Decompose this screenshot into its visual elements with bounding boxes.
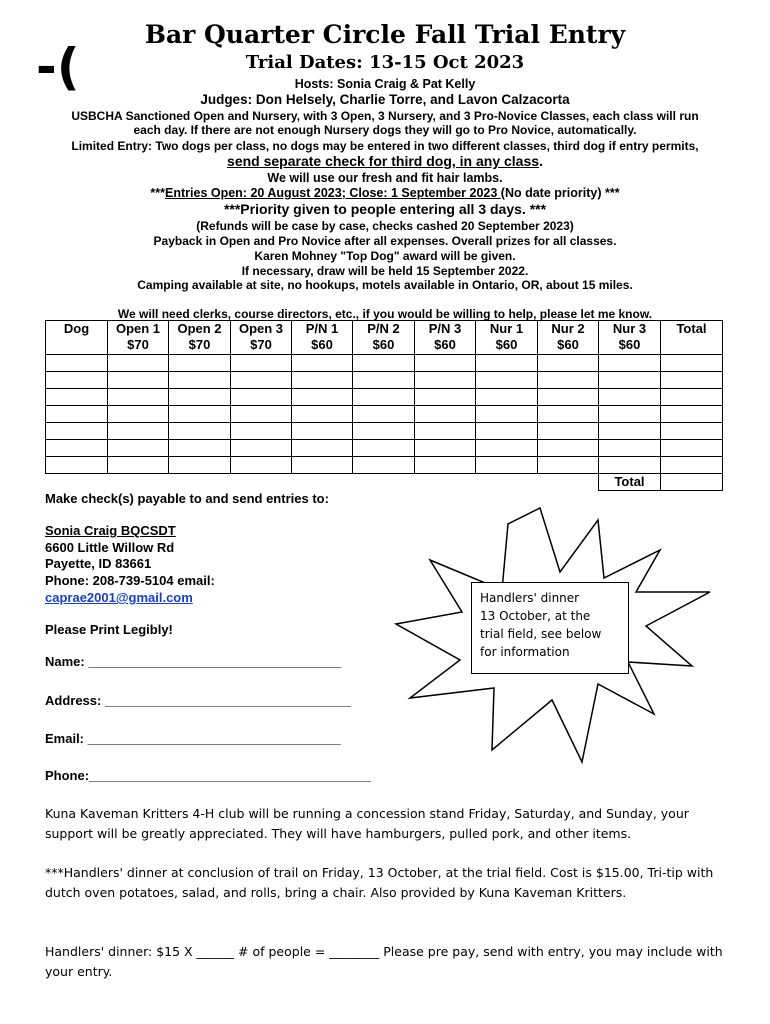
entry-cell[interactable]	[169, 423, 231, 440]
entries-line	[0, 185, 770, 201]
col-header-nur-3: Nur 3 $60	[599, 321, 661, 355]
mail-city: Payette, ID 83661	[45, 556, 152, 571]
entry-cell[interactable]	[661, 440, 723, 457]
top-dog-award: Karen Mohney "Top Dog" award will be given.	[254, 249, 516, 263]
entry-cell[interactable]	[599, 440, 661, 457]
entry-cell[interactable]	[231, 423, 292, 440]
lambs: We will use our fresh and fit hair lambs.	[267, 171, 503, 185]
judges: Judges: Don Helsely, Charlie Torre, and Lavon Calzacorta	[200, 92, 570, 107]
entry-cell[interactable]	[108, 372, 169, 389]
entry-cell[interactable]	[169, 355, 231, 372]
separate-check: send separate check for third dog, in any class	[227, 153, 540, 169]
col-header-pn-3: P/N 3 $60	[415, 321, 476, 355]
col-header-pn-1: P/N 1 $60	[292, 321, 353, 355]
payable-instructions: Make check(s) payable to and send entries to:	[45, 491, 329, 506]
entry-cell[interactable]	[415, 406, 476, 423]
table-row	[46, 355, 723, 372]
entry-cell[interactable]	[476, 355, 538, 372]
col-header-open-3: Open 3 $70	[231, 321, 292, 355]
limited-entry: Limited Entry: Two dogs per class, no dogs may be entered in two different classes, third dog if entry permits,	[71, 139, 699, 153]
phone-field[interactable]: Phone:_______________________________________	[45, 768, 372, 783]
entry-cell[interactable]	[661, 372, 723, 389]
callout-line-3: trial field, see below	[480, 627, 602, 641]
entry-cell[interactable]	[292, 440, 353, 457]
entry-cell[interactable]	[599, 355, 661, 372]
entry-cell[interactable]	[599, 423, 661, 440]
entry-cell[interactable]	[46, 406, 108, 423]
grand-total-label: Total	[599, 474, 661, 491]
col-header-dog: Dog	[46, 321, 108, 355]
entry-cell[interactable]	[292, 423, 353, 440]
entry-cell[interactable]	[476, 372, 538, 389]
entry-cell[interactable]	[46, 372, 108, 389]
table-row	[46, 406, 723, 423]
entry-cell[interactable]	[353, 372, 415, 389]
print-legibly: Please Print Legibly!	[45, 622, 173, 637]
entry-cell[interactable]	[476, 389, 538, 406]
entry-cell[interactable]	[169, 406, 231, 423]
entries-suffix: (No date priority) ***	[500, 186, 620, 200]
grand-total-row	[46, 474, 723, 491]
table-row	[46, 372, 723, 389]
entry-cell[interactable]	[169, 372, 231, 389]
entry-cell[interactable]	[169, 440, 231, 457]
entry-cell[interactable]	[108, 406, 169, 423]
email-field[interactable]: Email: ___________________________________	[45, 731, 341, 746]
entry-cell[interactable]	[108, 440, 169, 457]
entry-cell[interactable]	[599, 389, 661, 406]
name-field[interactable]: Name: ___________________________________	[45, 654, 342, 669]
volunteers: We will need clerks, course directors, etc., if you would be willing to help, please let me know.	[117, 307, 653, 321]
page-title: Bar Quarter Circle Fall Trial Entry	[144, 20, 626, 49]
sanction-line-1: USBCHA Sanctioned Open and Nursery, with 3 Open, 3 Nursery, and 3 Pro-Novice Classes, each class will run	[71, 109, 699, 123]
grand-total-cell[interactable]	[661, 474, 723, 491]
entry-cell[interactable]	[538, 389, 599, 406]
entry-cell[interactable]	[538, 440, 599, 457]
entry-cell[interactable]	[415, 440, 476, 457]
entry-cell[interactable]	[599, 372, 661, 389]
entry-cell[interactable]	[661, 389, 723, 406]
entry-table	[45, 320, 723, 491]
col-header-total: Total	[661, 321, 723, 355]
entries-open: Entries Open: 20 August 2023; Close: 1 September 2023	[165, 186, 501, 200]
entry-cell[interactable]	[661, 423, 723, 440]
table-row	[46, 440, 723, 457]
col-header-open-1: Open 1 $70	[108, 321, 169, 355]
entry-cell[interactable]	[231, 389, 292, 406]
entry-cell[interactable]	[169, 457, 231, 474]
entry-cell[interactable]	[538, 423, 599, 440]
entry-cell[interactable]	[476, 457, 538, 474]
address-field[interactable]: Address: __________________________________	[45, 693, 351, 708]
entry-cell[interactable]	[231, 355, 292, 372]
table-row	[46, 423, 723, 440]
entry-cell[interactable]	[108, 457, 169, 474]
draw: If necessary, draw will be held 15 September 2022.	[241, 264, 529, 278]
entry-cell[interactable]	[661, 406, 723, 423]
handlers-dinner-callout	[471, 582, 629, 674]
callout-line-2: 13 October, at the	[480, 609, 591, 623]
entry-cell[interactable]	[353, 406, 415, 423]
mail-street: 6600 Little Willow Rd	[45, 540, 175, 555]
entry-cell[interactable]	[292, 457, 353, 474]
entry-cell[interactable]	[46, 389, 108, 406]
entry-cell[interactable]	[538, 355, 599, 372]
priority: ***Priority given to people entering all 3 days. ***	[223, 201, 547, 217]
camping: Camping available at site, no hookups, motels available in Ontario, OR, about 15 miles.	[137, 278, 633, 292]
entries-prefix: ***	[150, 186, 166, 200]
entry-cell[interactable]	[415, 372, 476, 389]
entry-cell[interactable]	[538, 372, 599, 389]
table-row	[46, 389, 723, 406]
entry-cell[interactable]	[231, 440, 292, 457]
entry-cell[interactable]	[538, 457, 599, 474]
entry-cell[interactable]	[108, 423, 169, 440]
entry-cell[interactable]	[353, 423, 415, 440]
entry-cell[interactable]	[476, 423, 538, 440]
entry-cell[interactable]	[599, 457, 661, 474]
col-header-pn-2: P/N 2 $60	[353, 321, 415, 355]
payback: Payback in Open and Pro Novice after all expenses. Overall prizes for all classes.	[153, 234, 617, 248]
entry-cell[interactable]	[353, 389, 415, 406]
col-header-nur-1: Nur 1 $60	[476, 321, 538, 355]
entry-cell[interactable]	[353, 457, 415, 474]
email-link[interactable]: caprae2001@gmail.com	[45, 590, 193, 605]
entry-cell[interactable]	[353, 440, 415, 457]
entry-cell[interactable]	[46, 355, 108, 372]
entry-cell[interactable]	[108, 355, 169, 372]
callout-line-4: for information	[480, 645, 570, 659]
table-header-row	[46, 321, 723, 355]
entry-cell[interactable]	[415, 423, 476, 440]
entry-cell[interactable]	[108, 389, 169, 406]
dinner-note: ***Handlers' dinner at conclusion of trail on Friday, 13 October, at the trial field. Cost is $15.00, Tri-tip with dutch oven potatoes, salad, and rolls, bring a chair. Also provided by Kuna Kaveman Kritters.	[45, 865, 714, 900]
entry-cell[interactable]	[538, 406, 599, 423]
table-row	[46, 457, 723, 474]
separate-check-line	[0, 153, 770, 169]
entry-cell[interactable]	[661, 457, 723, 474]
entry-cell[interactable]	[231, 457, 292, 474]
entry-cell[interactable]	[46, 457, 108, 474]
entry-cell[interactable]	[292, 355, 353, 372]
mail-phone: Phone: 208-739-5104 email:	[45, 573, 215, 588]
entry-cell[interactable]	[231, 372, 292, 389]
entry-cell[interactable]	[46, 440, 108, 457]
entry-cell[interactable]	[599, 406, 661, 423]
entry-cell[interactable]	[353, 355, 415, 372]
col-header-nur-2: Nur 2 $60	[538, 321, 599, 355]
entry-cell[interactable]	[415, 457, 476, 474]
entry-cell[interactable]	[415, 389, 476, 406]
entry-cell[interactable]	[169, 389, 231, 406]
separate-check-end: .	[539, 153, 543, 169]
trial-dates: Trial Dates: 13-15 Oct 2023	[245, 52, 525, 73]
entry-cell[interactable]	[292, 372, 353, 389]
entry-cell[interactable]	[476, 406, 538, 423]
dinner-signup[interactable]: Handlers' dinner: $15 X ______ # of people = ________ Please pre pay, send with entry, you may include with your entry.	[45, 944, 723, 979]
entry-cell[interactable]	[415, 355, 476, 372]
entry-cell[interactable]	[476, 440, 538, 457]
logo-mark: -(	[36, 38, 80, 96]
hosts: Hosts: Sonia Craig & Pat Kelly	[294, 77, 476, 91]
entry-cell[interactable]	[231, 406, 292, 423]
entry-cell[interactable]	[661, 355, 723, 372]
entry-cell[interactable]	[46, 423, 108, 440]
col-header-open-2: Open 2 $70	[169, 321, 231, 355]
concession-note: Kuna Kaveman Kritters 4-H club will be running a concession stand Friday, Saturday, and Sunday, your support will be greatly appreciated. They will have hamburgers, pulled pork, and other items.	[45, 806, 689, 841]
entry-cell[interactable]	[292, 389, 353, 406]
callout-line-1: Handlers' dinner	[480, 591, 580, 605]
refunds: (Refunds will be case by case, checks cashed 20 September 2023)	[196, 219, 574, 233]
mail-name: Sonia Craig BQCSDT	[45, 523, 176, 538]
sanction-line-2: each day. If there are not enough Nursery dogs they will go to Pro Novice, automatically.	[133, 123, 637, 137]
entry-cell[interactable]	[292, 406, 353, 423]
